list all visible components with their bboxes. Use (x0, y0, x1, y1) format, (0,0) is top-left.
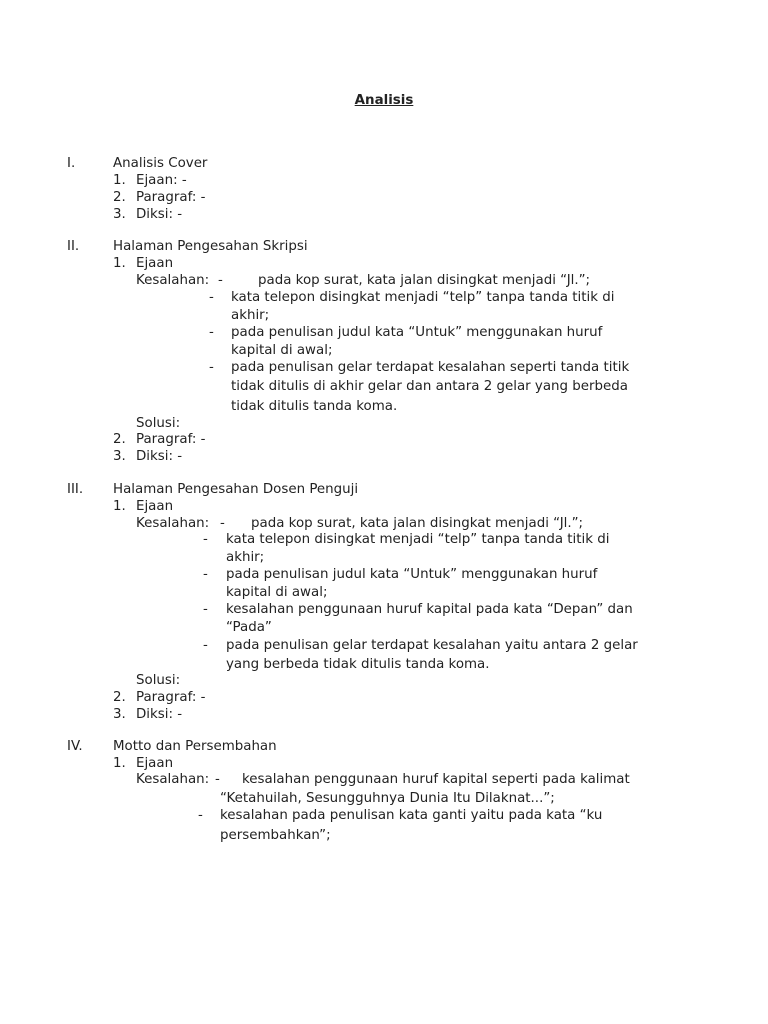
list-item-number: 3. (113, 449, 126, 464)
bullet-dash: - (203, 602, 208, 617)
bullet-dash: - (198, 808, 203, 823)
list-item-text: Paragraf: - (136, 432, 206, 447)
error-text: kapital di awal; (226, 585, 328, 600)
section-heading: Motto dan Persembahan (113, 739, 277, 754)
error-text: persembahkan”; (220, 828, 331, 843)
list-item-number: 1. (113, 499, 126, 514)
list-item-number: 2. (113, 190, 126, 205)
bullet-dash: - (209, 290, 214, 305)
error-text: kesalahan pada penulisan kata ganti yaitu pada kata “ku (220, 808, 603, 823)
section-heading: Halaman Pengesahan Skripsi (113, 239, 308, 254)
list-item-text: Ejaan (136, 499, 174, 514)
list-item-number: 1. (113, 756, 126, 771)
list-item-number: 2. (113, 690, 126, 705)
section-numeral: I. (67, 156, 76, 171)
error-text: pada kop surat, kata jalan disingkat menjadi “Jl.”; (251, 516, 584, 531)
kesalahan-label: Kesalahan: (136, 772, 210, 787)
error-text: “Pada” (226, 620, 272, 635)
list-item-text: Diksi: - (136, 449, 183, 464)
list-item-text: Diksi: - (136, 707, 183, 722)
error-text: kesalahan penggunaan huruf kapital pada kata “Depan” dan (226, 602, 633, 617)
solusi-label: Solusi: (136, 673, 181, 688)
list-item-text: Ejaan (136, 256, 174, 271)
list-item-text: Diksi: - (136, 207, 183, 222)
error-text: yang berbeda tidak ditulis tanda koma. (226, 657, 490, 672)
error-text: kesalahan penggunaan huruf kapital seperti pada kalimat (242, 772, 630, 787)
bullet-dash: - (203, 532, 208, 547)
error-text: pada penulisan gelar terdapat kesalahan yaitu antara 2 gelar (226, 638, 638, 653)
bullet-dash: - (215, 772, 220, 787)
error-text: “Ketahuilah, Sesungguhnya Dunia Itu Dilaknat...”; (220, 791, 555, 806)
bullet-dash: - (203, 567, 208, 582)
bullet-dash: - (209, 360, 214, 375)
error-text: pada penulisan judul kata “Untuk” menggunakan huruf (226, 567, 598, 582)
error-text: pada penulisan gelar terdapat kesalahan seperti tanda titik (231, 360, 630, 375)
section-heading: Analisis Cover (113, 156, 208, 171)
error-text: pada kop surat, kata jalan disingkat menjadi “Jl.”; (258, 273, 591, 288)
error-text: akhir; (231, 308, 270, 323)
list-item-number: 1. (113, 173, 126, 188)
error-text: pada penulisan judul kata “Untuk” menggunakan huruf (231, 325, 603, 340)
error-text: kapital di awal; (231, 343, 333, 358)
list-item-number: 2. (113, 432, 126, 447)
list-item-text: Paragraf: - (136, 190, 206, 205)
error-text: kata telepon disingkat menjadi “telp” tanpa tanda titik di (231, 290, 615, 305)
solusi-label: Solusi: (136, 416, 181, 431)
list-item-number: 3. (113, 707, 126, 722)
error-text: tidak ditulis di akhir gelar dan antara 2 gelar yang berbeda (231, 379, 628, 394)
section-numeral: IV. (67, 739, 83, 754)
kesalahan-label: Kesalahan: (136, 516, 210, 531)
section-heading: Halaman Pengesahan Dosen Penguji (113, 482, 359, 497)
list-item-number: 3. (113, 207, 126, 222)
error-text: kata telepon disingkat menjadi “telp” tanpa tanda titik di (226, 532, 610, 547)
kesalahan-label: Kesalahan: (136, 273, 210, 288)
section-numeral: II. (67, 239, 80, 254)
list-item-text: Ejaan: - (136, 173, 187, 188)
list-item-text: Paragraf: - (136, 690, 206, 705)
bullet-dash: - (220, 516, 225, 531)
document-title: Analisis (354, 93, 414, 108)
bullet-dash: - (209, 325, 214, 340)
list-item-number: 1. (113, 256, 126, 271)
list-item-text: Ejaan (136, 756, 174, 771)
bullet-dash: - (203, 638, 208, 653)
error-text: akhir; (226, 550, 265, 565)
error-text: tidak ditulis tanda koma. (231, 399, 398, 414)
bullet-dash: - (218, 273, 223, 288)
section-numeral: III. (67, 482, 84, 497)
